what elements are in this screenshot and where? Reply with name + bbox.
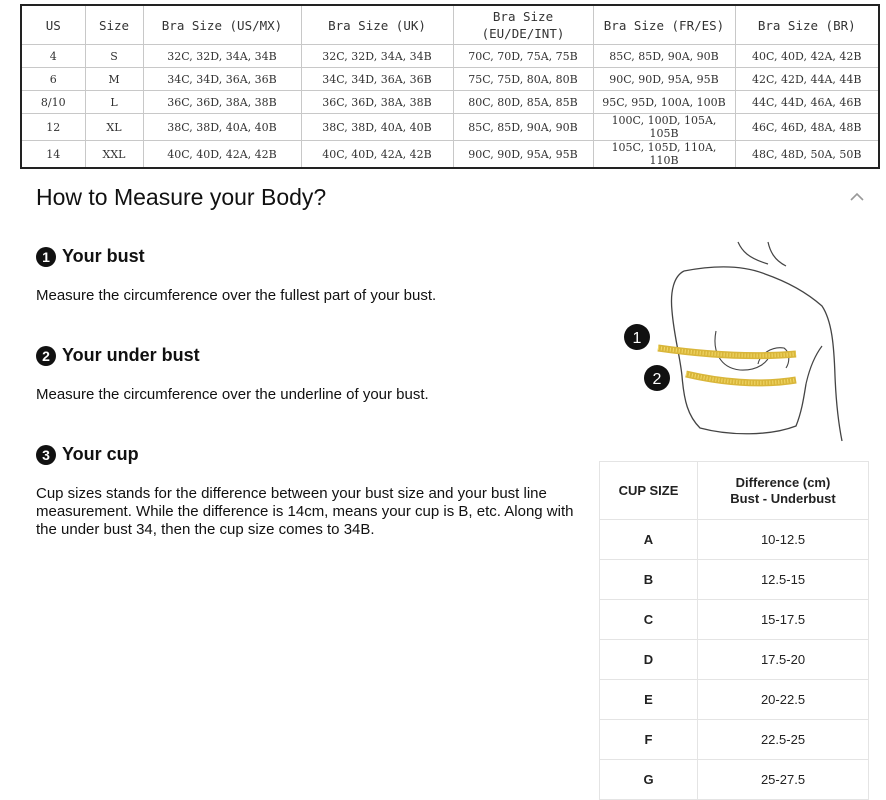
size-table-header: Bra Size (FR/ES)	[593, 5, 735, 45]
size-table-header: Bra Size (US/MX)	[143, 5, 301, 45]
table-row	[21, 114, 879, 141]
section-title: Your cup	[62, 444, 139, 464]
cup-letter: B	[600, 560, 698, 600]
cup-size-table	[599, 461, 869, 800]
table-cell: 38C, 38D, 40A, 40B	[143, 114, 301, 141]
table-cell: XL	[85, 114, 143, 141]
table-cell: 8/10	[21, 91, 85, 114]
table-row	[600, 600, 869, 640]
table-cell: 12	[21, 114, 85, 141]
table-cell: XXL	[85, 141, 143, 169]
size-table-header-row	[21, 5, 879, 45]
marker-1	[624, 324, 650, 350]
section-heading-under-bust	[36, 345, 200, 366]
section-heading-bust	[36, 246, 145, 267]
table-cell: 85C, 85D, 90A, 90B	[593, 45, 735, 68]
cup-letter: E	[600, 680, 698, 720]
table-cell: 90C, 90D, 95A, 95B	[593, 68, 735, 91]
table-cell: 105C, 105D, 110A, 110B	[593, 141, 735, 169]
cup-difference: 25-27.5	[698, 760, 869, 800]
cup-letter: F	[600, 720, 698, 760]
difference-header	[698, 462, 869, 520]
table-cell: 46C, 46D, 48A, 48B	[735, 114, 879, 141]
section-heading-cup	[36, 444, 139, 465]
section-title: Your bust	[62, 246, 145, 266]
table-cell: 75C, 75D, 80A, 80B	[453, 68, 593, 91]
table-row	[600, 720, 869, 760]
table-row	[600, 520, 869, 560]
section-description: Measure the circumference over the fullest part of your bust.	[36, 287, 437, 304]
table-row	[600, 680, 869, 720]
table-cell: 36C, 36D, 38A, 38B	[143, 91, 301, 114]
cup-size-header: CUP SIZE	[600, 462, 698, 520]
cup-difference: 15-17.5	[698, 600, 869, 640]
number-badge: 3	[36, 445, 56, 465]
body-measurement-illustration	[600, 236, 870, 446]
table-cell: 80C, 80D, 85A, 85B	[453, 91, 593, 114]
table-row	[21, 91, 879, 114]
section-title: Your under bust	[62, 345, 200, 365]
page-title: How to Measure your Body?	[36, 184, 327, 210]
table-cell: M	[85, 68, 143, 91]
cup-difference: 10-12.5	[698, 520, 869, 560]
neck-line-2	[768, 242, 786, 266]
table-cell: 100C, 100D, 105A, 105B	[593, 114, 735, 141]
number-badge: 2	[36, 346, 56, 366]
table-cell: 42C, 42D, 44A, 44B	[735, 68, 879, 91]
cup-letter: A	[600, 520, 698, 560]
table-cell: 36C, 36D, 38A, 38B	[301, 91, 453, 114]
table-cell: L	[85, 91, 143, 114]
table-row	[600, 760, 869, 800]
table-cell: 44C, 44D, 46A, 46B	[735, 91, 879, 114]
cup-table-header-row	[600, 462, 869, 520]
table-cell: 40C, 40D, 42A, 42B	[301, 141, 453, 169]
size-table-header: Bra Size (BR)	[735, 5, 879, 45]
table-row	[21, 45, 879, 68]
size-table-header: Bra Size (UK)	[301, 5, 453, 45]
table-cell: 32C, 32D, 34A, 34B	[143, 45, 301, 68]
table-row	[21, 141, 879, 169]
neck-line	[738, 242, 768, 264]
difference-header-line1: Difference (cm)	[735, 474, 831, 490]
table-cell: 34C, 34D, 36A, 36B	[301, 68, 453, 91]
table-cell: 32C, 32D, 34A, 34B	[301, 45, 453, 68]
table-cell: 70C, 70D, 75A, 75B	[453, 45, 593, 68]
marker-label: 2	[652, 371, 662, 388]
size-table-header: US	[21, 5, 85, 45]
chest-curve	[715, 331, 770, 370]
table-cell: 40C, 40D, 42A, 42B	[735, 45, 879, 68]
number-badge: 1	[36, 247, 56, 267]
table-cell: 40C, 40D, 42A, 42B	[143, 141, 301, 169]
chevron-up-icon[interactable]	[848, 190, 866, 204]
table-row	[600, 640, 869, 680]
size-conversion-table	[20, 4, 880, 169]
table-cell: 90C, 90D, 95A, 95B	[453, 141, 593, 169]
table-cell: 34C, 34D, 36A, 36B	[143, 68, 301, 91]
table-row	[600, 560, 869, 600]
table-cell: 6	[21, 68, 85, 91]
table-cell: 85C, 85D, 90A, 90B	[453, 114, 593, 141]
table-cell: 4	[21, 45, 85, 68]
cup-difference: 22.5-25	[698, 720, 869, 760]
cup-difference: 17.5-20	[698, 640, 869, 680]
marker-label: 1	[632, 330, 642, 347]
marker-2	[644, 365, 670, 391]
table-cell: S	[85, 45, 143, 68]
table-cell: 95C, 95D, 100A, 100B	[593, 91, 735, 114]
section-description: Cup sizes stands for the difference between your bust size and your bust line measurement. While the difference is 14cm, means your cup is B, etc. Along with the under bust 34, then the cup size comes to 34B.	[36, 485, 574, 538]
table-cell: 38C, 38D, 40A, 40B	[301, 114, 453, 141]
table-cell: 14	[21, 141, 85, 169]
difference-header-line2: Bust - Underbust	[730, 490, 836, 506]
cup-letter: G	[600, 760, 698, 800]
section-description: Measure the circumference over the underline of your bust.	[36, 386, 429, 403]
table-cell: 48C, 48D, 50A, 50B	[735, 141, 879, 169]
cup-letter: D	[600, 640, 698, 680]
arm-line	[806, 346, 822, 384]
cup-letter: C	[600, 600, 698, 640]
cup-difference: 12.5-15	[698, 560, 869, 600]
size-table-header: Size	[85, 5, 143, 45]
cup-difference: 20-22.5	[698, 680, 869, 720]
table-row	[21, 68, 879, 91]
size-table-header: Bra Size (EU/DE/INT)	[453, 5, 593, 45]
under-bust-tape	[686, 374, 796, 383]
